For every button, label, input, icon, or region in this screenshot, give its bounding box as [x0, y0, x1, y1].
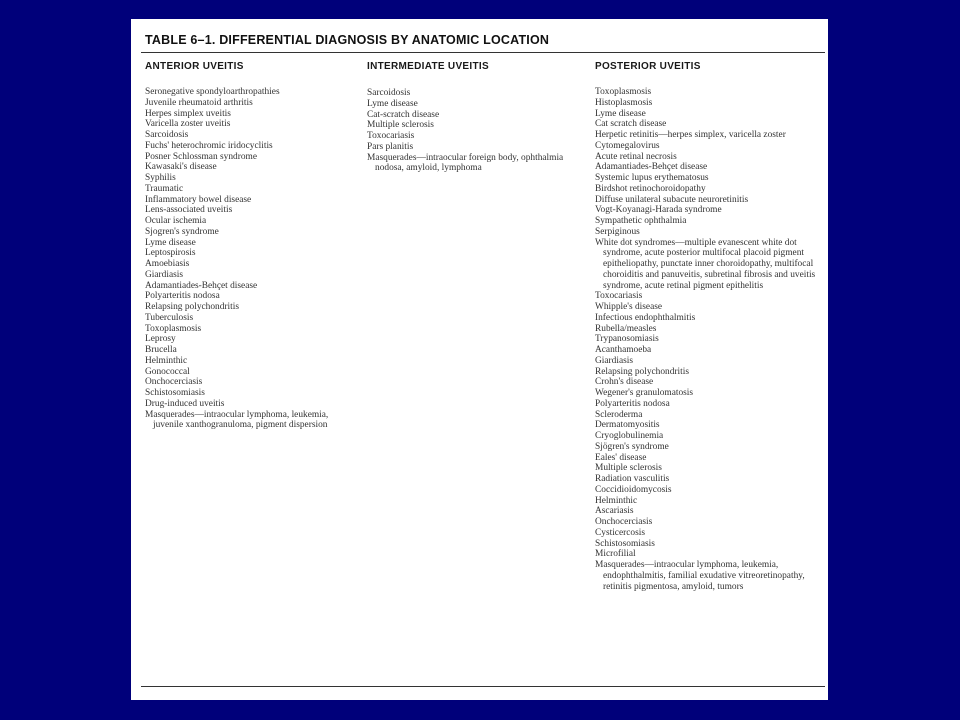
list-item: Eales' disease — [595, 452, 647, 463]
diagnosis-list — [367, 88, 567, 174]
list-item: Traumatic — [145, 183, 184, 194]
list-item: Leprosy — [145, 334, 176, 345]
list-item: Sympathetic ophthalmia — [595, 216, 687, 226]
list-item: Relapsing polychondritis — [145, 302, 240, 312]
list-item: Acanthamoeba — [595, 345, 652, 355]
list-item: Drug-induced uveitis — [145, 398, 225, 409]
list-item: Toxocariasis — [595, 291, 643, 302]
list-item: Cat scratch disease — [595, 119, 667, 130]
list-item: Cat-scratch disease — [367, 109, 440, 120]
list-item: Polyarteritis nodosa — [595, 398, 670, 409]
list-item: Helminthic — [145, 355, 188, 366]
list-item: Helminthic — [595, 495, 638, 506]
list-item: Rubella/measles — [595, 323, 657, 334]
list-item: Wegener's granulomatosis — [595, 388, 694, 398]
list-item: Masquerades—intraocular lymphoma, leukemia, endophthalmitis, familial exudative vitreoretinopathy, retinitis pigmentosa, amyloid, tumors — [595, 560, 805, 592]
list-item: Multiple sclerosis — [595, 463, 662, 474]
column-header: INTERMEDIATE UVEITIS — [367, 61, 489, 72]
list-item: Giardiasis — [595, 355, 634, 366]
list-item: Acute retinal necrosis — [595, 151, 677, 162]
list-item: Crohn's disease — [595, 377, 654, 388]
table-title: TABLE 6–1. DIFFERENTIAL DIAGNOSIS BY ANATOMIC LOCATION — [145, 33, 550, 47]
list-item: Amoebiasis — [145, 259, 190, 269]
list-item: Juvenile rheumatoid arthritis — [145, 97, 253, 108]
column-intermediate-uveitis — [367, 59, 567, 174]
list-item: Birdshot retinochoroidopathy — [595, 183, 706, 194]
list-item: Inflammatory bowel disease — [145, 194, 252, 205]
list-item: Schistosomiasis — [145, 388, 205, 398]
list-item: Onchocerciasis — [595, 517, 653, 527]
list-item: Vogt-Koyanagi-Harada syndrome — [595, 205, 722, 216]
list-item: Cytomegalovirus — [595, 140, 660, 151]
list-item: Herpes simplex uveitis — [145, 108, 231, 119]
list-item: Masquerades—intraocular foreign body, ophthalmia nodosa, amyloid, lymphoma — [367, 152, 564, 174]
list-item: Sjogren's syndrome — [145, 226, 219, 237]
list-item: Tuberculosis — [145, 312, 194, 323]
list-item: Toxocariasis — [367, 131, 415, 141]
document-page — [131, 19, 828, 700]
list-item: Microfilial — [595, 549, 636, 560]
list-item: Cysticercosis — [595, 527, 645, 538]
list-item: Whipple's disease — [595, 302, 663, 312]
list-item: Kawasaki's disease — [145, 162, 217, 173]
list-item: Masquerades—intraocular lymphoma, leukemia, juvenile xanthogranuloma, pigment dispersion — [145, 409, 329, 431]
list-item: Lyme disease — [595, 108, 646, 119]
list-item: Seronegative spondyloarthropathies — [145, 87, 280, 97]
diagnosis-list — [145, 87, 355, 431]
column-header: POSTERIOR UVEITIS — [595, 61, 701, 72]
list-item: Posner Schlossman syndrome — [145, 151, 257, 162]
list-item: Diffuse unilateral subacute neuroretinitis — [595, 194, 749, 205]
column-header: ANTERIOR UVEITIS — [145, 61, 244, 72]
list-item: Onchocerciasis — [145, 377, 203, 388]
list-item: Histoplasmosis — [595, 97, 653, 108]
top-rule — [141, 52, 825, 53]
list-item: Gonococcal — [145, 366, 190, 377]
list-item: Sarcoidosis — [367, 88, 411, 98]
column-posterior-uveitis — [595, 59, 827, 592]
list-item: Trypanosomiasis — [595, 334, 659, 345]
diagnosis-list — [595, 87, 827, 592]
list-item: Fuchs' heterochromic iridocyclitis — [145, 140, 273, 151]
list-item: Serpiginous — [595, 226, 640, 237]
list-item: Adamantiades-Behçet disease — [145, 280, 258, 291]
list-item: Polyarteritis nodosa — [145, 291, 220, 302]
list-item: Sjögren's syndrome — [595, 441, 669, 452]
bottom-rule — [141, 686, 825, 687]
list-item: Relapsing polychondritis — [595, 366, 690, 377]
list-item: Adamantiades-Behçet disease — [595, 162, 708, 173]
list-item: Lyme disease — [367, 98, 418, 109]
list-item: Pars planitis — [367, 141, 414, 152]
column-anterior-uveitis — [145, 59, 355, 431]
list-item: Infectious endophthalmitis — [595, 312, 696, 323]
list-item: Toxoplasmosis — [595, 87, 652, 97]
list-item: Brucella — [145, 345, 177, 355]
list-item: Giardiasis — [145, 269, 184, 280]
list-item: Radiation vasculitis — [595, 474, 670, 484]
list-item: Dermatomyositis — [595, 420, 660, 431]
list-item: Systemic lupus erythematosus — [595, 173, 709, 183]
list-item: Varicella zoster uveitis — [145, 119, 231, 130]
list-item: Toxoplasmosis — [145, 323, 202, 334]
list-item: Sarcoidosis — [145, 130, 189, 140]
list-item: Cryoglobulinemia — [595, 431, 664, 441]
list-item: White dot syndromes—multiple evanescent white dot syndrome, acute posterior multifocal placoid pigment epitheliopathy, punctate inner choroidopathy, multifocal choroiditis and panuveitis, subretinal fibrosis and uveitis syndrome, acute retinal pigment epithelitis — [595, 237, 816, 291]
list-item: Coccidioidomycosis — [595, 484, 672, 495]
list-item: Lens-associated uveitis — [145, 205, 233, 216]
list-item: Ocular ischemia — [145, 216, 207, 226]
list-item: Lyme disease — [145, 237, 196, 248]
list-item: Schistosomiasis — [595, 538, 655, 549]
list-item: Ascariasis — [595, 506, 634, 517]
list-item: Scleroderma — [595, 409, 643, 420]
list-item: Herpetic retinitis—herpes simplex, varicella zoster — [595, 130, 786, 140]
list-item: Leptospirosis — [145, 248, 196, 259]
list-item: Syphilis — [145, 173, 176, 183]
list-item: Multiple sclerosis — [367, 120, 434, 131]
